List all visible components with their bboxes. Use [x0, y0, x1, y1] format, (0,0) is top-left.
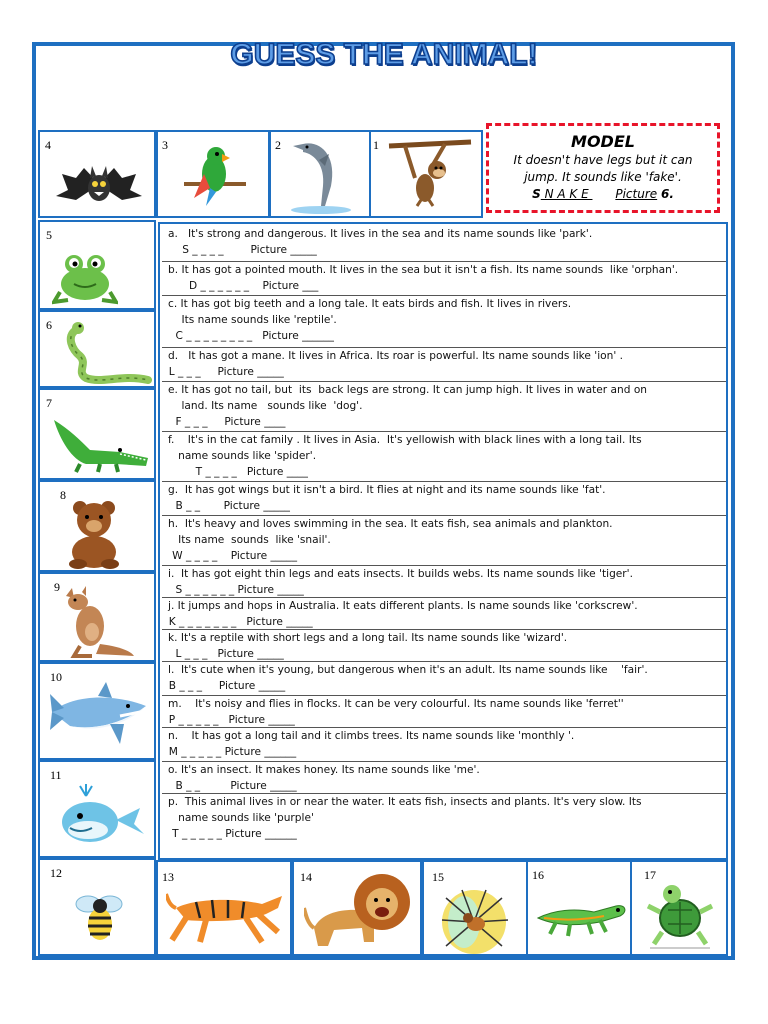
- answer-blank[interactable]: M _ _ _ _ _ Picture ______: [162, 746, 297, 758]
- picture-number: 16: [532, 868, 544, 882]
- question-text: m. It's noisy and flies in flocks. It can be very colourful. Its name sounds like 'ferret'': [168, 698, 624, 710]
- question-text: e. It has got no tail, but its back legs are strong. It can jump high. It lives in water and on: [168, 384, 648, 396]
- picture-number: 5: [46, 228, 52, 242]
- model-line-2: jump. It sounds like 'fake'.: [524, 170, 682, 184]
- picture-number: 13: [162, 870, 174, 884]
- question-row-m: [162, 696, 726, 728]
- question-row-f: [162, 432, 726, 482]
- model-answer-line: [489, 186, 717, 203]
- question-row-h: [162, 516, 726, 566]
- snake-picture: [62, 322, 154, 386]
- question-text: land. Its name sounds like 'dog'.: [168, 400, 363, 412]
- picture-number: 6: [46, 318, 52, 332]
- picture-number: 3: [162, 138, 168, 152]
- answer-blank[interactable]: C _ _ _ _ _ _ _ _ Picture ______: [162, 330, 334, 342]
- model-answer: N A K E: [540, 187, 593, 201]
- picture-number: 17: [644, 868, 656, 882]
- question-row-j: [162, 598, 726, 630]
- question-text: Its name sounds like 'snail'.: [168, 534, 331, 546]
- model-example-box: [486, 123, 720, 213]
- answer-blank[interactable]: T _ _ _ _ _ Picture ______: [162, 828, 297, 840]
- question-text: p. This animal lives in or near the water. It eats fish, insects and plants. It's very slow. Its: [168, 796, 642, 808]
- bear-picture: [56, 498, 132, 570]
- whale-picture: [58, 784, 148, 854]
- question-text: d. It has got a mane. It lives in Africa. Its roar is powerful. Its name sounds like 'ion' .: [168, 350, 623, 362]
- answer-blank[interactable]: S _ _ _ _ Picture _____: [162, 244, 317, 256]
- picture-cell-11: [38, 760, 156, 858]
- picture-number: 15: [432, 870, 444, 884]
- question-text: k. It's a reptile with short legs and a long tail. Its name sounds like 'wizard'.: [168, 632, 568, 644]
- question-row-n: [162, 728, 726, 762]
- answer-blank[interactable]: L _ _ _ Picture _____: [162, 366, 284, 378]
- question-text: n. It has got a long tail and it climbs trees. Its name sounds like 'monthly '.: [168, 730, 575, 742]
- question-text: c. It has got big teeth and a long tale. It eats birds and fish. It lives in rivers.: [168, 298, 572, 310]
- answer-blank[interactable]: B _ _ Picture _____: [162, 780, 297, 792]
- picture-number: 12: [50, 866, 62, 880]
- turtle-picture: [644, 884, 716, 950]
- answer-blank[interactable]: K _ _ _ _ _ _ _ Picture _____: [162, 616, 313, 628]
- answer-blank[interactable]: B _ _ Picture _____: [162, 500, 290, 512]
- tiger-picture: [166, 888, 286, 946]
- picture-cell-6: [38, 310, 156, 388]
- question-text: f. It's in the cat family . It lives in Asia. It's yellowish with black lines with a long tail. Its: [168, 434, 642, 446]
- question-row-a: [162, 226, 726, 262]
- question-text: h. It's heavy and loves swimming in the sea. It eats fish, sea animals and plankton.: [168, 518, 613, 530]
- dolphin-picture: [281, 136, 361, 216]
- model-line-1: It doesn't have legs but it can: [513, 153, 693, 167]
- answer-blank[interactable]: L _ _ _ Picture _____: [162, 648, 284, 660]
- page-title: GUESS THE ANIMAL!: [230, 38, 538, 71]
- question-row-c: [162, 296, 726, 348]
- question-row-k: [162, 630, 726, 662]
- question-text: Its name sounds like 'reptile'.: [168, 314, 337, 326]
- picture-number: 7: [46, 396, 52, 410]
- picture-number: 11: [50, 768, 62, 782]
- picture-cell-7: [38, 388, 156, 480]
- picture-cell-10: [38, 662, 156, 760]
- question-text: name sounds like 'purple': [168, 812, 314, 824]
- answer-blank[interactable]: F _ _ _ Picture ____: [162, 416, 286, 428]
- question-text: o. It's an insect. It makes honey. Its name sounds like 'me'.: [168, 764, 480, 776]
- parrot-picture: [180, 144, 250, 210]
- question-text: i. It has got eight thin legs and eats insects. It builds webs. Its name sounds like 'tiger'.: [168, 568, 633, 580]
- spider-picture: [434, 886, 514, 956]
- picture-number: 8: [60, 488, 66, 502]
- picture-cell-2: [269, 130, 371, 218]
- model-picture-number: 6.: [660, 187, 674, 201]
- question-text: b. It has got a pointed mouth. It lives in the sea but it isn't a fish. Its name sounds like 'orphan'.: [168, 264, 679, 276]
- picture-number: 4: [45, 138, 51, 152]
- lizard-picture: [534, 888, 630, 938]
- picture-cell-5: [38, 220, 156, 310]
- question-text: j. It jumps and hops in Australia. It eats different plants. Is name sounds like 'corkscrew'.: [168, 600, 638, 612]
- model-answer-letter: S: [532, 187, 541, 201]
- answer-blank[interactable]: D _ _ _ _ _ _ Picture ___: [162, 280, 319, 292]
- question-row-g: [162, 482, 726, 516]
- picture-cell-1: [369, 130, 483, 218]
- question-row-d: [162, 348, 726, 382]
- picture-number: 9: [54, 580, 60, 594]
- question-row-p: [162, 794, 726, 858]
- question-text: a. It's strong and dangerous. It lives in the sea and its name sounds like 'park'.: [168, 228, 593, 240]
- question-text: name sounds like 'spider'.: [168, 450, 317, 462]
- bee-picture: [68, 888, 128, 948]
- picture-number: 10: [50, 670, 62, 684]
- picture-number: 1: [373, 138, 379, 152]
- kangaroo-picture: [56, 586, 136, 658]
- bat-picture: [54, 156, 144, 216]
- picture-cell-8: [38, 480, 156, 572]
- picture-number: 2: [275, 138, 281, 152]
- picture-cell-12: [38, 858, 156, 956]
- model-heading: MODEL: [571, 132, 635, 151]
- answer-blank[interactable]: W _ _ _ _ Picture _____: [162, 550, 297, 562]
- picture-cell-3: [156, 130, 270, 218]
- answer-blank[interactable]: T _ _ _ _ Picture ____: [162, 466, 308, 478]
- frog-picture: [52, 250, 118, 306]
- answer-blank[interactable]: B _ _ _ Picture _____: [162, 680, 286, 692]
- picture-cell-13: [156, 860, 292, 956]
- question-text: l. It's cute when it's young, but dangerous when it's an adult. Its name sounds like 'fair'.: [168, 664, 648, 676]
- picture-cell-16: [526, 860, 632, 956]
- picture-cell-4: [38, 130, 156, 218]
- question-row-o: [162, 762, 726, 794]
- crocodile-picture: [50, 410, 150, 474]
- picture-cell-17: [630, 860, 728, 956]
- picture-cell-9: [38, 572, 156, 662]
- picture-cell-14: [292, 860, 422, 956]
- picture-number: 14: [300, 870, 312, 884]
- question-row-b: [162, 262, 726, 296]
- question-row-e: [162, 382, 726, 432]
- question-text: g. It has got wings but it isn't a bird. It flies at night and its name sounds like 'fat'.: [168, 484, 606, 496]
- lion-picture: [304, 868, 414, 952]
- model-picture-label: Picture: [615, 187, 658, 201]
- answer-blank[interactable]: P _ _ _ _ _ Picture _____: [162, 714, 295, 726]
- question-row-l: [162, 662, 726, 696]
- monkey-picture: [385, 138, 475, 208]
- shark-picture: [50, 682, 150, 754]
- picture-cell-15: [422, 860, 528, 956]
- answer-blank[interactable]: S _ _ _ _ _ _ Picture _____: [162, 584, 304, 596]
- question-row-i: [162, 566, 726, 598]
- questions-box: [158, 222, 728, 860]
